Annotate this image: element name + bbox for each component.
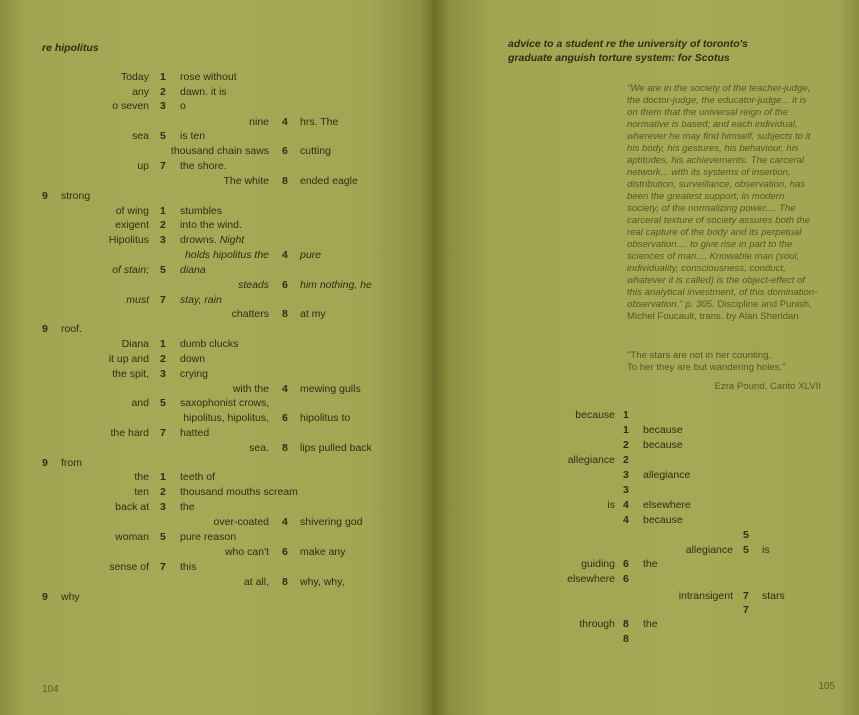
epigraph-line: observation.... to give rise in part to the (627, 239, 793, 250)
line-number: 2 (623, 454, 629, 466)
poem-line-right: hrs. The (300, 116, 339, 128)
line-number: 3 (160, 234, 166, 246)
poem-line-right: this (180, 561, 197, 573)
line-number: 1 (160, 338, 166, 350)
poem-line-right: into the wind. (180, 219, 242, 231)
right-page (434, 0, 859, 715)
poem-line-right: crying (180, 368, 209, 380)
epigraph-line: real capture of the body and its perpetual (627, 227, 802, 238)
poem-line-right: stay, rain (180, 294, 222, 306)
poem-line-right: dumb clucks (180, 338, 239, 350)
poem-line-right: rose without (180, 71, 237, 83)
poem-line-left: Today (120, 71, 149, 83)
poem-line-left: back at (115, 501, 149, 513)
poem-line-right: teeth of (180, 471, 216, 483)
poem-line-left: through (579, 618, 615, 630)
poem-line-left: over-coated (213, 516, 269, 528)
poem-line-right: pure (300, 249, 322, 261)
poem-line-left: o seven (112, 100, 149, 112)
line-number: 3 (160, 501, 166, 513)
line-number: 2 (160, 219, 166, 231)
poem-line-right: the (643, 618, 658, 630)
poem-line-left: sense of (109, 561, 149, 573)
poem-line-right: dawn. it is (180, 86, 227, 98)
page-number-left: 104 (42, 684, 59, 695)
poem-line-left: at all, (243, 576, 269, 588)
poem-line-left: chatters (231, 308, 269, 320)
poem-line-left: sea. (249, 442, 269, 454)
poem-line-right: allegiance (643, 469, 691, 481)
right-page-title-line2: graduate anguish torture system: for Scotus (508, 52, 730, 64)
line-number: 1 (160, 71, 166, 83)
poem-line-left: the spit, (112, 368, 149, 380)
poem-line-left: the hard (110, 427, 149, 439)
line-number: 8 (623, 618, 629, 630)
poem-line-left: who can't (224, 546, 269, 558)
line-number: 8 (282, 308, 288, 320)
poem-line-left: the (134, 471, 149, 483)
poem-line-left: allegiance (685, 544, 733, 556)
poem-line-left: and (131, 397, 149, 409)
line-number: 7 (743, 604, 749, 616)
poem-line-right: why (61, 591, 80, 603)
line-number: 8 (282, 175, 288, 187)
line-number: 5 (160, 531, 166, 543)
epigraph-text: observation." p. 305. (627, 299, 715, 310)
poem-line-left: thousand chain saws (170, 145, 269, 157)
epigraph-line: whatever it is called) is the object-effect of (627, 275, 806, 286)
epigraph-line: To her they are but wandering holes." (627, 362, 786, 373)
line-number: 4 (623, 514, 629, 526)
line-number: 1 (623, 424, 629, 436)
poem-line-right: strong (61, 190, 91, 202)
line-number: 4 (282, 116, 288, 128)
poem-line-right: because (643, 439, 683, 451)
line-number: 3 (623, 469, 629, 481)
poem-line-right: the (180, 501, 195, 513)
line-number: 7 (160, 561, 166, 573)
poem-line-right: cutting (300, 145, 331, 157)
line-number: 5 (743, 544, 749, 556)
line-number: 9 (42, 591, 48, 603)
poem-line-left: up (137, 160, 149, 172)
epigraph-line: on them that the universal reign of the (627, 107, 789, 118)
epigraph-line: his body, his gestures, his behaviour, his (627, 143, 799, 154)
line-number: 8 (282, 442, 288, 454)
epigraph-source: Michel Foucault, trans. by Alan Sheridan (627, 311, 799, 322)
line-number: 7 (160, 160, 166, 172)
line-number: 5 (160, 130, 166, 142)
epigraph-line: "The stars are not in her counting, (627, 350, 772, 361)
poem-line-right: lips pulled back (300, 442, 372, 454)
poem-line-right: shivering god (300, 516, 363, 528)
line-number: 2 (160, 486, 166, 498)
poem-line-right: mewing gulls (300, 383, 361, 395)
epigraph-line: society, of the normalizing power.... The (627, 203, 796, 214)
poem-line-left: steads (238, 279, 269, 291)
line-number: 2 (623, 439, 629, 451)
line-number: 1 (623, 409, 629, 421)
poem-line-left: sea (132, 130, 149, 142)
poem-line-left: allegiance (567, 454, 615, 466)
epigraph-source: Ezra Pound, Canto XLVII (714, 381, 821, 392)
epigraph-line: sciences of man.... Knowable man (soul, (627, 251, 800, 262)
line-number: 3 (160, 100, 166, 112)
poem-line-right: o (180, 100, 186, 112)
poem-line-right: the shore. (180, 160, 227, 172)
poem-line-right: the (643, 558, 658, 570)
epigraph-line: this analytical investment, of this domination- (627, 287, 818, 298)
poem-line-left: because (575, 409, 615, 421)
poem-line-right: because (643, 424, 683, 436)
poem-line-left: of wing (115, 205, 149, 217)
line-number: 5 (160, 264, 166, 276)
epigraph-line: individuality, consciousness, conduct, (627, 263, 786, 274)
poem-line-right: is ten (180, 130, 206, 142)
line-number: 7 (160, 427, 166, 439)
left-page-title: re hipolitus (42, 42, 99, 54)
poem-line-right (180, 234, 244, 247)
line-number: 9 (42, 323, 48, 335)
epigraph-line: the doctor-judge, the educator-judge... it is (627, 95, 807, 106)
line-number: 6 (282, 145, 288, 157)
epigraph-line: carceral texture of society assures both the (627, 215, 810, 226)
poem-line-right: because (643, 514, 683, 526)
poem-line-right: down (180, 353, 206, 365)
epigraph-line: been the greatest support, in modern (627, 191, 785, 202)
poem-line-left: elsewhere (567, 573, 615, 585)
poem-line-left: any (132, 86, 149, 98)
epigraph-line (627, 299, 812, 311)
poem-word-italic: Night (219, 234, 245, 246)
line-number: 1 (160, 205, 166, 217)
poem-line-left: holds hipolitus the (184, 249, 269, 261)
poem-line-right: why, why, (300, 576, 345, 588)
line-number: 6 (623, 558, 629, 570)
poem-line-left: of stain; (112, 264, 149, 276)
poem-line-left: it up and (108, 353, 149, 365)
poem-line-left: nine (249, 116, 269, 128)
line-number: 6 (282, 546, 288, 558)
line-number: 6 (623, 573, 629, 585)
line-number: 9 (42, 190, 48, 202)
line-number: 2 (160, 86, 166, 98)
poem-line-left: Hipolitus (108, 234, 149, 246)
line-number: 5 (743, 529, 749, 541)
poem-line-left: guiding (581, 558, 615, 570)
line-number: 4 (282, 249, 288, 261)
poem-line-right: is (762, 544, 770, 556)
poem-line-right: diana (180, 264, 206, 276)
poem-line-left: with the (232, 383, 269, 395)
line-number: 7 (160, 294, 166, 306)
epigraph-line: aptitudes, his achievements. The carceral (627, 155, 805, 166)
poem-line-right: saxophonist crows, (180, 397, 270, 409)
poem-line-right: hatted (180, 427, 210, 439)
epigraph-line: "We are in the society of the teacher-judge, (627, 83, 811, 94)
epigraph-source: Discipline and Punish, (717, 299, 812, 310)
poem-word: drowns. (180, 234, 217, 246)
line-number: 5 (160, 397, 166, 409)
poem-line-left: hipolitus, hipolitus, (183, 412, 269, 424)
right-page-title-line1: advice to a student re the university of toronto's (508, 38, 748, 50)
poem-line-right: pure reason (180, 531, 237, 543)
line-number: 9 (42, 457, 48, 469)
poem-line-right: elsewhere (643, 499, 691, 511)
line-number: 3 (623, 484, 629, 496)
poem-line-right: roof. (61, 323, 83, 335)
line-number: 4 (623, 499, 629, 511)
epigraph-line: normative is based; and each individual, (627, 119, 798, 130)
poem-line-right: him nothing, he (300, 279, 372, 291)
poem-line-right: hipolitus to (300, 412, 351, 424)
poem-line-left: must (126, 294, 149, 306)
line-number: 3 (160, 368, 166, 380)
poem-line-left: ten (134, 486, 149, 498)
poem-line-right: make any (300, 546, 346, 558)
line-number: 2 (160, 353, 166, 365)
poem-line-right: from (61, 457, 82, 469)
poem-line-left: woman (115, 531, 149, 543)
line-number: 4 (282, 516, 288, 528)
line-number: 4 (282, 383, 288, 395)
poem-line-right: stars (762, 590, 785, 602)
line-number: 8 (282, 576, 288, 588)
line-number: 1 (160, 471, 166, 483)
poem-line-right: thousand mouths scream (180, 486, 298, 498)
poem-line-right: at my (300, 308, 326, 320)
poem-line-right: ended eagle (300, 175, 358, 187)
poem-line-left: Diana (121, 338, 149, 350)
epigraph-line: network... with its systems of insertion, (627, 167, 791, 178)
line-number: 7 (743, 590, 749, 602)
line-number: 6 (282, 279, 288, 291)
poem-line-right: stumbles (180, 205, 223, 217)
line-number: 6 (282, 412, 288, 424)
line-number: 8 (623, 633, 629, 645)
poem-line-left: The white (223, 175, 269, 187)
page-number-right: 105 (818, 681, 835, 692)
poem-line-left: intransigent (678, 590, 733, 602)
poem-line-left: is (607, 499, 615, 511)
poem-line-left: exigent (115, 219, 149, 231)
epigraph-line: wherever he may find himself, subjects to it (627, 131, 811, 142)
epigraph-line: distribution, surveillance, observation, has (627, 179, 806, 190)
